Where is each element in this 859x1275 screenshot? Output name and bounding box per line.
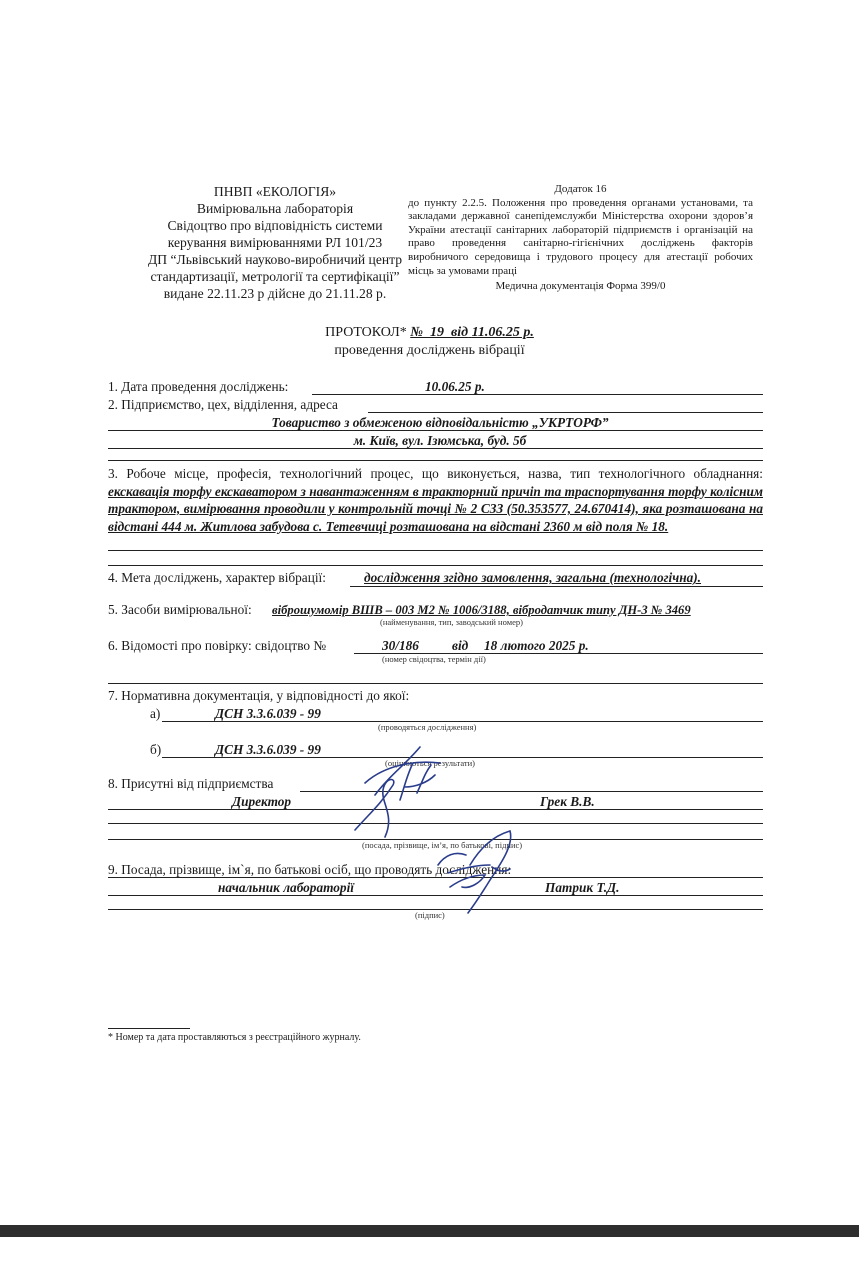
item3-label: 3. Робоче місце, професія, технологічний процес, що виконується, назва, тип технологічного обладнання:	[108, 466, 763, 481]
form-label: Медична документація Форма 399/0	[495, 280, 666, 293]
signature-director-image	[345, 735, 455, 845]
item8-position: Директор	[232, 794, 292, 809]
protocol-number: 19	[430, 325, 445, 340]
item3-rule-2	[108, 565, 763, 566]
annex-label: Додаток 16	[554, 183, 607, 195]
item9-hint: (підпис)	[415, 910, 445, 920]
header-right	[408, 183, 753, 294]
item9-name: Патрик Т.Д.	[545, 880, 620, 895]
footnote-rule	[108, 1028, 190, 1029]
item7-a-value: ДСН 3.3.6.039 - 99	[215, 706, 321, 721]
item1-rule	[312, 394, 763, 395]
item9-rule-1	[108, 877, 763, 878]
footnote: * Номер та дата проставляються з реєстраційного журналу.	[108, 1032, 361, 1043]
item7-b-hint: (оцінюються результати)	[385, 758, 475, 768]
item5-value: віброшумомір ВШВ – 003 М2 № 1006/3188, вібродатчик типу ДН-3 № 3469	[272, 603, 691, 617]
scan-edge-bar	[0, 1225, 859, 1237]
item4-rule	[350, 586, 763, 587]
item7-b-value: ДСН 3.3.6.039 - 99	[215, 742, 321, 757]
item2-rule-3	[108, 448, 763, 449]
item3-rule	[108, 550, 763, 551]
item4-value: дослідження згідно замовлення, загальна (технологічна).	[364, 570, 702, 585]
protocol-title	[0, 325, 859, 341]
regulation-text: до пункту 2.2.5. Положення про проведення органами установами, та закладами державної санепідемслужби Міністерства охорони здоров’я України атестації санітарних лабораторій підприємств і організацій на право проведення санітарно-гігієнічних досліджень факторів виробничого середовища і трудового процесу для атестації робочих місць за умовами праці	[408, 196, 753, 277]
item9-rule-2	[108, 895, 763, 896]
item5-label: 5. Засоби вимірювальної:	[108, 602, 252, 617]
item9-label: 9. Посада, прізвище, ім`я, по батькові осіб, що проводять дослідження:	[108, 862, 512, 877]
item8-name: Грек В.В.	[540, 794, 595, 809]
protocol-number-label: №	[410, 325, 424, 340]
item5-hint: (найменування, тип, заводський номер)	[380, 617, 523, 627]
issuer-line-1: ДП “Львівський науково-виробничий центр	[147, 252, 403, 267]
item2-rule-4	[108, 460, 763, 461]
item6-label: 6. Відомості про повірку: свідоцтво №	[108, 638, 327, 653]
item6-number: 30/186	[382, 638, 419, 653]
cert-line-2: керування вимірюваннями РЛ 101/23	[167, 235, 383, 250]
item2-rule-2	[108, 430, 763, 431]
header-left	[100, 183, 450, 302]
item8-rule-1	[300, 791, 763, 792]
item8-label: 8. Присутні від підприємства	[108, 776, 274, 791]
item8-rule-3	[108, 823, 763, 824]
item3-block	[108, 465, 763, 535]
item4-label: 4. Мета досліджень, характер вібрації:	[108, 570, 326, 585]
item6-date: 18 лютого 2025 р.	[484, 638, 589, 653]
item7-a-hint: (проводяться дослідження)	[378, 722, 477, 732]
item7-b-label: б)	[150, 742, 162, 757]
item2-address: м. Київ, вул. Ізюмська, буд. 5б	[353, 433, 527, 448]
validity: видане 22.11.23 р дійсне до 21.11.28 р.	[163, 286, 387, 301]
item8-hint: (посада, прізвище, ім’я, по батькові, підпис)	[362, 840, 523, 850]
item8-rule-2	[108, 809, 763, 810]
item1-value: 10.06.25 р.	[425, 379, 485, 394]
item2-rule-1	[368, 412, 763, 413]
item7-label: 7. Нормативна документація, у відповідності до якої:	[108, 688, 410, 703]
item6-rule-2	[108, 683, 763, 684]
org-name: ПНВП «ЕКОЛОГІЯ»	[213, 184, 337, 199]
item2-label: 2. Підприємство, цех, відділення, адреса	[108, 397, 338, 412]
item2-company: Товариство з обмеженою відповідальністю „УКРТОРФ”	[271, 415, 609, 430]
item7-a-label: а)	[150, 706, 161, 721]
protocol-prefix: ПРОТОКОЛ*	[325, 325, 407, 340]
item9-position: начальник лабораторії	[218, 880, 354, 895]
cert-line-1: Свідоцтво про відповідність системи	[167, 218, 383, 233]
issuer-line-2: стандартизації, метрології та сертифікації”	[150, 269, 400, 284]
item6-hint: (номер свідоцтва, термін дії)	[382, 654, 486, 664]
item6-from: від	[452, 638, 469, 653]
protocol-date-label: від	[451, 325, 469, 340]
item1-label: 1. Дата проведення досліджень:	[108, 379, 289, 394]
item3-value: екскавація торфу екскаватором з навантаженням в тракторний причіп та траспортування торфу колісним трактором, вимірювання проводили у контрольній точці № 2 СЗЗ (50.353577, 24.670414), яка розташована на відстані 444 м. Житлова забудова с. Тетевчиці розташована на відстані 2360 м від поля № 18.	[108, 483, 763, 534]
protocol-date: 11.06.25 р.	[471, 325, 534, 340]
lab-name: Вимірювальна лабораторія	[196, 201, 354, 216]
protocol-subtitle: проведення досліджень вібрації	[334, 343, 525, 358]
